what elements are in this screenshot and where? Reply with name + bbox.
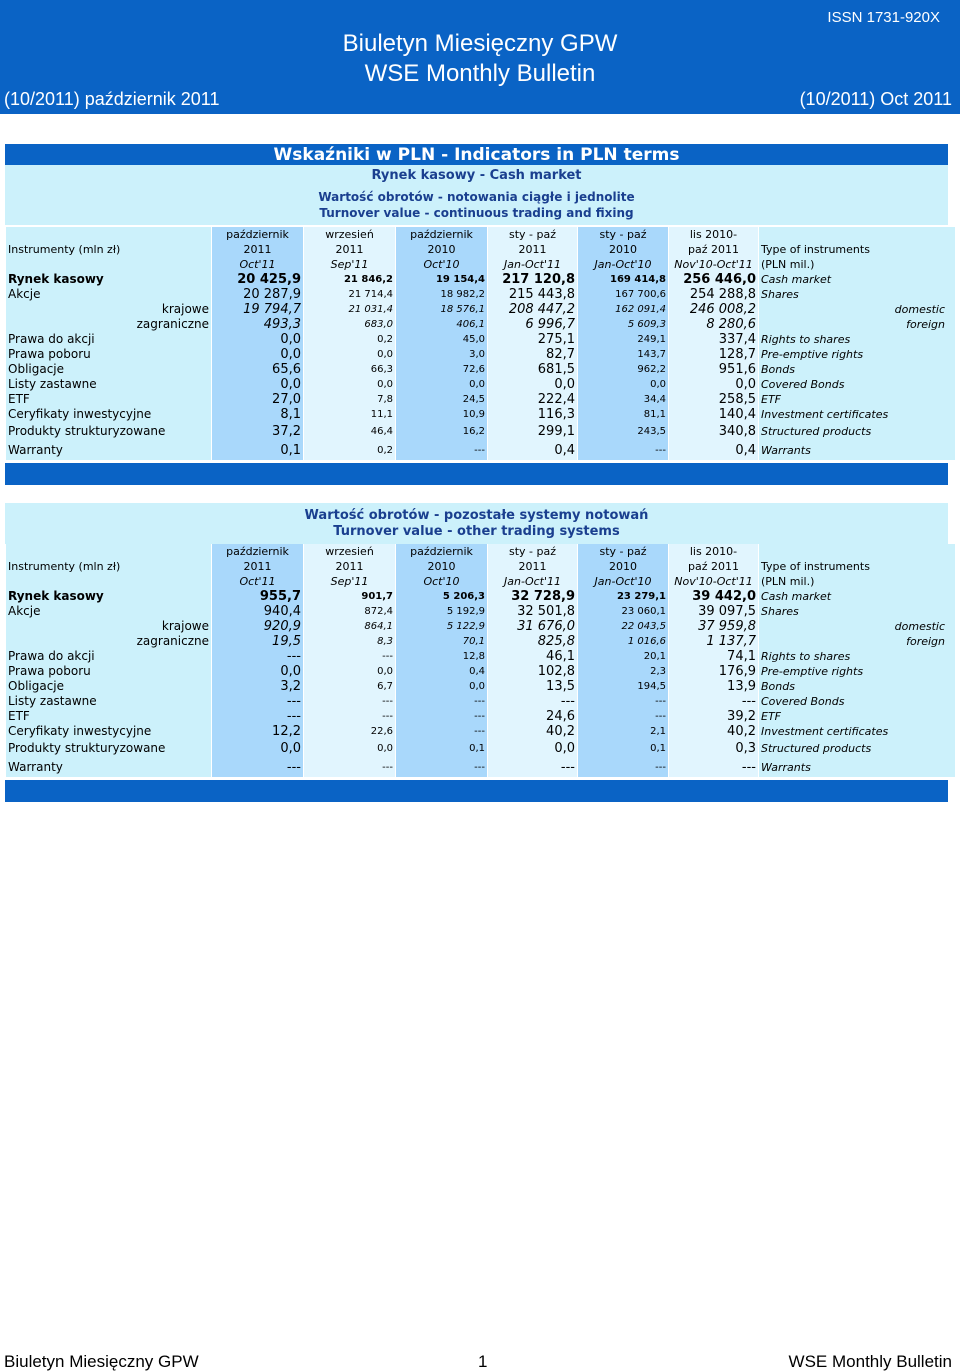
value-cell: 11,1 (304, 407, 395, 422)
value-cell: 18 982,2 (396, 287, 487, 302)
column-header: paź 2011 (669, 559, 758, 574)
value-cell: --- (488, 694, 577, 709)
table-row (6, 679, 955, 694)
value-cell: 24,5 (396, 392, 487, 407)
page-title: Wskaźniki w PLN - Indicators in PLN terms (273, 145, 680, 165)
value-cell: 0,0 (212, 347, 303, 362)
column-header: sty - paź (578, 227, 668, 242)
header-right-cell (759, 227, 955, 242)
value-cell: 2,1 (578, 724, 668, 739)
column-header: 2010 (396, 559, 487, 574)
table1-bottom-bar (5, 463, 948, 485)
row-label-en: foreign (759, 317, 955, 332)
value-cell: 81,1 (578, 407, 668, 422)
header-right-cell: Type of instruments (759, 559, 955, 574)
value-cell: 116,3 (488, 407, 577, 422)
value-cell: 45,0 (396, 332, 487, 347)
row-label-en: ETF (759, 709, 955, 724)
row-label: krajowe (6, 619, 211, 634)
row-label: Prawa poboru (6, 664, 211, 679)
column-header: sty - paź (578, 544, 668, 559)
value-cell: 167 700,6 (578, 287, 668, 302)
header-left-cell: Instrumenty (mln zł) (6, 559, 211, 574)
table-row (6, 287, 955, 302)
value-cell: 825,8 (488, 634, 577, 649)
row-label: Prawa poboru (6, 347, 211, 362)
column-header: Nov'10-Oct'11 (669, 257, 758, 272)
value-cell: 21 714,4 (304, 287, 395, 302)
value-cell: 0,1 (212, 441, 303, 460)
value-cell: --- (304, 694, 395, 709)
row-label-en: Warrants (759, 441, 955, 460)
value-cell: 82,7 (488, 347, 577, 362)
row-label-en: domestic (759, 302, 955, 317)
value-cell: 32 501,8 (488, 604, 577, 619)
page-subtitle: Rynek kasowy - Cash market (371, 168, 582, 183)
value-cell: 22,6 (304, 724, 395, 739)
header-row (6, 544, 955, 559)
value-cell: --- (212, 649, 303, 664)
value-cell: 683,0 (304, 317, 395, 332)
column-header: Jan-Oct'11 (488, 574, 577, 589)
value-cell: 32 728,9 (488, 589, 577, 604)
value-cell: --- (578, 709, 668, 724)
value-cell: 8 280,6 (669, 317, 758, 332)
value-cell: 0,0 (212, 664, 303, 679)
value-cell: 217 120,8 (488, 272, 577, 287)
page-header (0, 0, 960, 114)
table-row (6, 694, 955, 709)
value-cell: --- (578, 758, 668, 777)
table2-title-band (5, 503, 948, 544)
value-cell: 39 097,5 (669, 604, 758, 619)
value-cell: --- (396, 441, 487, 460)
column-header: 2010 (578, 242, 668, 257)
value-cell: --- (669, 758, 758, 777)
value-cell: 24,6 (488, 709, 577, 724)
value-cell: 0,0 (304, 739, 395, 758)
value-cell: 27,0 (212, 392, 303, 407)
value-cell: --- (304, 758, 395, 777)
column-header: Nov'10-Oct'11 (669, 574, 758, 589)
value-cell: 21 031,4 (304, 302, 395, 317)
header-left-cell (6, 227, 211, 242)
column-header: 2011 (488, 242, 577, 257)
value-cell: --- (396, 694, 487, 709)
header-row (6, 257, 955, 272)
row-label-en: Warrants (759, 758, 955, 777)
column-header: 2011 (212, 559, 303, 574)
value-cell: --- (669, 694, 758, 709)
value-cell: 21 846,2 (304, 272, 395, 287)
value-cell: 65,6 (212, 362, 303, 377)
column-header: 2010 (396, 242, 487, 257)
value-cell: 143,7 (578, 347, 668, 362)
bulletin-title-en: WSE Monthly Bulletin (364, 60, 596, 87)
column-header: październik (396, 227, 487, 242)
value-cell: 5 192,9 (396, 604, 487, 619)
row-label-en: Shares (759, 604, 955, 619)
column-header: Oct'11 (212, 574, 303, 589)
row-label-en: domestic (759, 619, 955, 634)
row-label: Warranty (6, 441, 211, 460)
row-label-en: Cash market (759, 272, 955, 287)
value-cell: 246 008,2 (669, 302, 758, 317)
column-header: Sep'11 (304, 574, 395, 589)
value-cell: 18 576,1 (396, 302, 487, 317)
column-header: lis 2010- (669, 227, 758, 242)
table-row (6, 441, 955, 460)
value-cell: --- (212, 709, 303, 724)
column-header: 2011 (304, 242, 395, 257)
value-cell: 243,5 (578, 422, 668, 441)
table1-title-pl: Wartość obrotów - notowania ciągłe i jednolite (318, 190, 635, 204)
column-header: Jan-Oct'10 (578, 574, 668, 589)
value-cell: 920,9 (212, 619, 303, 634)
header-left-cell: Instrumenty (mln zł) (6, 242, 211, 257)
value-cell: 0,0 (578, 377, 668, 392)
row-label-en: Structured products (759, 739, 955, 758)
column-header: paź 2011 (669, 242, 758, 257)
value-cell: 955,7 (212, 589, 303, 604)
value-cell: 940,4 (212, 604, 303, 619)
table-row (6, 362, 955, 377)
table2-title-pl: Wartość obrotów - pozostałe systemy notowań (304, 508, 649, 523)
value-cell: 12,2 (212, 724, 303, 739)
table-row (6, 634, 955, 649)
column-header: wrzesień (304, 227, 395, 242)
column-header: wrzesień (304, 544, 395, 559)
value-cell: 23 279,1 (578, 589, 668, 604)
row-label-en: Investment certificates (759, 407, 955, 422)
value-cell: --- (212, 694, 303, 709)
column-header: 2011 (488, 559, 577, 574)
table-row (6, 589, 955, 604)
row-label: Produkty strukturyzowane (6, 739, 211, 758)
value-cell: 0,2 (304, 332, 395, 347)
value-cell: 162 091,4 (578, 302, 668, 317)
header-left-cell (6, 574, 211, 589)
page-number: 1 (478, 1352, 488, 1371)
row-label: zagraniczne (6, 634, 211, 649)
value-cell: --- (396, 709, 487, 724)
table-row (6, 392, 955, 407)
value-cell: 19,5 (212, 634, 303, 649)
column-header: Oct'10 (396, 574, 487, 589)
column-header: Jan-Oct'10 (578, 257, 668, 272)
table2-title-en: Turnover value - other trading systems (333, 524, 620, 539)
value-cell: 12,8 (396, 649, 487, 664)
row-label: Warranty (6, 758, 211, 777)
value-cell: 46,1 (488, 649, 577, 664)
table-row (6, 604, 955, 619)
value-cell: 493,3 (212, 317, 303, 332)
row-label: Produkty strukturyzowane (6, 422, 211, 441)
row-label-en: Bonds (759, 679, 955, 694)
value-cell: 0,0 (396, 377, 487, 392)
table1-title-en: Turnover value - continuous trading and fixing (319, 206, 634, 220)
value-cell: 249,1 (578, 332, 668, 347)
value-cell: 8,3 (304, 634, 395, 649)
value-cell: 337,4 (669, 332, 758, 347)
value-cell: 3,0 (396, 347, 487, 362)
row-label: Prawa do akcji (6, 649, 211, 664)
value-cell: 7,8 (304, 392, 395, 407)
value-cell: 0,0 (304, 664, 395, 679)
header-left-cell (6, 544, 211, 559)
header-row (6, 574, 955, 589)
value-cell: 222,4 (488, 392, 577, 407)
header-right-cell: Type of instruments (759, 242, 955, 257)
page-title-bar (5, 144, 948, 165)
column-header: 2010 (578, 559, 668, 574)
column-header: Jan-Oct'11 (488, 257, 577, 272)
issue-en: (10/2011) Oct 2011 (799, 89, 952, 109)
value-cell: 140,4 (669, 407, 758, 422)
row-label: Obligacje (6, 362, 211, 377)
value-cell: 20,1 (578, 649, 668, 664)
value-cell: 39,2 (669, 709, 758, 724)
value-cell: 37 959,8 (669, 619, 758, 634)
table1 (5, 227, 956, 460)
value-cell: --- (578, 441, 668, 460)
header-row (6, 227, 955, 242)
value-cell: 275,1 (488, 332, 577, 347)
value-cell: 39 442,0 (669, 589, 758, 604)
value-cell: 0,4 (488, 441, 577, 460)
value-cell: 0,0 (488, 377, 577, 392)
value-cell: 0,0 (212, 377, 303, 392)
value-cell: 5 122,9 (396, 619, 487, 634)
table1-title-band (5, 165, 948, 225)
value-cell: 340,8 (669, 422, 758, 441)
table-row (6, 302, 955, 317)
value-cell: 31 676,0 (488, 619, 577, 634)
row-label: Listy zastawne (6, 377, 211, 392)
value-cell: 872,4 (304, 604, 395, 619)
value-cell: 208 447,2 (488, 302, 577, 317)
column-header: Oct'11 (212, 257, 303, 272)
column-header: październik (396, 544, 487, 559)
value-cell: 66,3 (304, 362, 395, 377)
value-cell: 0,4 (396, 664, 487, 679)
table-row (6, 724, 955, 739)
value-cell: 0,0 (212, 332, 303, 347)
row-label-en: Pre-emptive rights (759, 664, 955, 679)
value-cell: 1 016,6 (578, 634, 668, 649)
value-cell: 70,1 (396, 634, 487, 649)
table-row (6, 272, 955, 287)
column-header: sty - paź (488, 544, 577, 559)
value-cell: 256 446,0 (669, 272, 758, 287)
value-cell: 0,4 (669, 441, 758, 460)
value-cell: 37,2 (212, 422, 303, 441)
value-cell: 0,0 (304, 377, 395, 392)
value-cell: --- (304, 649, 395, 664)
column-header: październik (212, 227, 303, 242)
value-cell: 0,0 (396, 679, 487, 694)
row-label-en: Rights to shares (759, 332, 955, 347)
row-label-en: Bonds (759, 362, 955, 377)
value-cell: 176,9 (669, 664, 758, 679)
value-cell: 23 060,1 (578, 604, 668, 619)
value-cell: 962,2 (578, 362, 668, 377)
value-cell: 20 287,9 (212, 287, 303, 302)
value-cell: 0,0 (304, 347, 395, 362)
row-label-en: Rights to shares (759, 649, 955, 664)
table-row (6, 422, 955, 441)
row-label: Obligacje (6, 679, 211, 694)
value-cell: 0,0 (212, 739, 303, 758)
value-cell: --- (396, 758, 487, 777)
value-cell: 46,4 (304, 422, 395, 441)
value-cell: 72,6 (396, 362, 487, 377)
header-right-cell: (PLN mil.) (759, 574, 955, 589)
value-cell: 16,2 (396, 422, 487, 441)
column-header: październik (212, 544, 303, 559)
table-row (6, 709, 955, 724)
value-cell: 19 794,7 (212, 302, 303, 317)
value-cell: 0,3 (669, 739, 758, 758)
row-label-en: Cash market (759, 589, 955, 604)
value-cell: 299,1 (488, 422, 577, 441)
row-label: zagraniczne (6, 317, 211, 332)
header-row (6, 242, 955, 257)
value-cell: 34,4 (578, 392, 668, 407)
table-row (6, 649, 955, 664)
value-cell: 0,0 (669, 377, 758, 392)
issue-pl: (10/2011) październik 2011 (4, 89, 220, 109)
value-cell: 0,1 (578, 739, 668, 758)
value-cell: 2,3 (578, 664, 668, 679)
table2 (5, 544, 956, 777)
column-header: 2011 (212, 242, 303, 257)
value-cell: 20 425,9 (212, 272, 303, 287)
value-cell: 901,7 (304, 589, 395, 604)
value-cell: 13,5 (488, 679, 577, 694)
value-cell: 5 609,3 (578, 317, 668, 332)
value-cell: 258,5 (669, 392, 758, 407)
row-label-en: Pre-emptive rights (759, 347, 955, 362)
value-cell: 1 137,7 (669, 634, 758, 649)
header-left-cell (6, 257, 211, 272)
value-cell: 19 154,4 (396, 272, 487, 287)
value-cell: 215 443,8 (488, 287, 577, 302)
value-cell: 13,9 (669, 679, 758, 694)
row-label: Listy zastawne (6, 694, 211, 709)
footer-left: Biuletyn Miesięczny GPW (4, 1352, 199, 1371)
table2-bottom-bar (5, 780, 948, 802)
column-header: Sep'11 (304, 257, 395, 272)
row-label: Akcje (6, 287, 211, 302)
value-cell: 406,1 (396, 317, 487, 332)
column-header: Oct'10 (396, 257, 487, 272)
row-label-en: Covered Bonds (759, 694, 955, 709)
row-label: krajowe (6, 302, 211, 317)
row-label-en: Covered Bonds (759, 377, 955, 392)
table-row (6, 758, 955, 777)
table-row (6, 317, 955, 332)
value-cell: 864,1 (304, 619, 395, 634)
table-row (6, 739, 955, 758)
column-header: 2011 (304, 559, 395, 574)
row-label: Prawa do akcji (6, 332, 211, 347)
row-label: Ceryfikaty inwestycyjne (6, 724, 211, 739)
row-label-en: ETF (759, 392, 955, 407)
row-label-en: Shares (759, 287, 955, 302)
value-cell: --- (578, 694, 668, 709)
column-header: lis 2010- (669, 544, 758, 559)
value-cell: 0,1 (396, 739, 487, 758)
value-cell: 951,6 (669, 362, 758, 377)
table-row (6, 619, 955, 634)
row-label: Rynek kasowy (6, 272, 211, 287)
value-cell: 40,2 (669, 724, 758, 739)
row-label: Akcje (6, 604, 211, 619)
header-right-cell: (PLN mil.) (759, 257, 955, 272)
row-label-en: foreign (759, 634, 955, 649)
value-cell: 10,9 (396, 407, 487, 422)
table-row (6, 332, 955, 347)
value-cell: 22 043,5 (578, 619, 668, 634)
footer-right: WSE Monthly Bulletin (788, 1352, 952, 1371)
row-label: Ceryfikaty inwestycyjne (6, 407, 211, 422)
value-cell: 40,2 (488, 724, 577, 739)
value-cell: 0,2 (304, 441, 395, 460)
row-label-en: Investment certificates (759, 724, 955, 739)
value-cell: 6,7 (304, 679, 395, 694)
value-cell: 8,1 (212, 407, 303, 422)
value-cell: 6 996,7 (488, 317, 577, 332)
value-cell: 3,2 (212, 679, 303, 694)
table-row (6, 377, 955, 392)
value-cell: 5 206,3 (396, 589, 487, 604)
value-cell: 681,5 (488, 362, 577, 377)
table-row (6, 407, 955, 422)
value-cell: 194,5 (578, 679, 668, 694)
value-cell: --- (396, 724, 487, 739)
bulletin-title-pl: Biuletyn Miesięczny GPW (342, 30, 618, 57)
value-cell: 102,8 (488, 664, 577, 679)
table-row (6, 347, 955, 362)
row-label: ETF (6, 709, 211, 724)
table-row (6, 664, 955, 679)
value-cell: 128,7 (669, 347, 758, 362)
value-cell: 0,0 (488, 739, 577, 758)
value-cell: 74,1 (669, 649, 758, 664)
value-cell: --- (304, 709, 395, 724)
header-row (6, 559, 955, 574)
value-cell: 169 414,8 (578, 272, 668, 287)
column-header: sty - paź (488, 227, 577, 242)
value-cell: --- (212, 758, 303, 777)
row-label: ETF (6, 392, 211, 407)
row-label-en: Structured products (759, 422, 955, 441)
row-label: Rynek kasowy (6, 589, 211, 604)
value-cell: 254 288,8 (669, 287, 758, 302)
issn: ISSN 1731-920X (827, 9, 940, 26)
value-cell: --- (488, 758, 577, 777)
header-right-cell (759, 544, 955, 559)
